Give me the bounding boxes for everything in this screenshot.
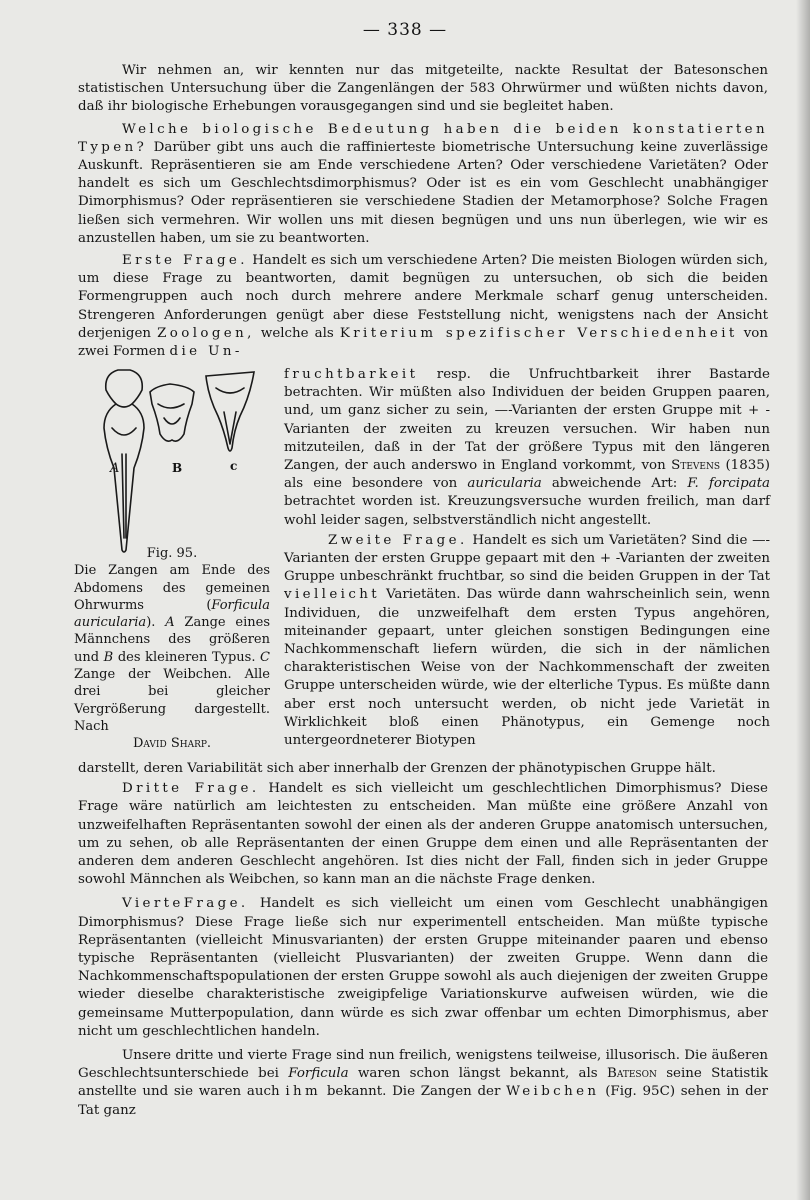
caption-letter: C <box>260 649 270 665</box>
paragraph-text: Varietäten. Das würde dann wahrscheinlich sein, wenn Individuen, die unzweifelhaft dem ersten Typus angehören, miteinander gepaart, unter gleichen sonstigen Bedingungen eine Nachkommenschaft liefern würden, die sich in der nämlichen charakteristischen Weise von der Nachkommenschaft der zweiten Gruppe unterscheiden würde, wie der elterliche Typus. Es müßte dann aber erst noch untersucht werden, ob nicht jede Varietät in Wirklichkeit bloß einen Phänotypus, ein Gemenge noch untergeordneterer Biotypen <box>284 587 770 749</box>
figure-95 <box>74 368 274 558</box>
species-name: auricularia <box>467 476 542 492</box>
heading-erste-frage: Erste Frage. <box>122 253 248 269</box>
paragraph-text: Handelt es sich um Varietäten? Sind die —-Varianten der ersten Gruppe gepaart mit den + -Varianten der zweiten Gruppe unbeschränkt fruchtbar, so sind die beiden Gruppen in der Tat <box>284 532 770 585</box>
figure-number: Fig. 95. <box>146 546 198 561</box>
paragraph-text: betrachtet worden ist. Kreuzungsversuche wurden freilich, man darf wohl leider sagen, selbstverständlich nicht angestellt. <box>284 494 770 528</box>
genus-name: Forficula <box>288 1066 349 1082</box>
spaced-heading: Welche biologische Bedeutung haben die beiden konstatierten Typen? <box>78 121 768 155</box>
figure-caption <box>74 545 270 753</box>
paragraph-text: Handelt es sich vielleicht um geschlechtlichen Dimorphismus? Diese Frage wäre natürlich am leichtesten zu entscheiden. Man müßte eine größere Anzahl von unzweifelhaften Repräsentanten sowohl der einen als der anderen Gruppe anatomisch untersuchen, um zu sehen, ob alle Repräsentanten der einen Gruppe dem einen und alle Repräsentanten der anderen dem anderen Geschlecht angehören. Ist dies nicht der Fall, finden sich in jeder Gruppe sowohl Männchen als Weibchen, so kann man an die nächste Frage denken. <box>78 781 768 888</box>
species-name: F. forcipata <box>687 476 771 492</box>
caption-letter: B <box>103 649 114 665</box>
paragraph-text: (Fig. 95C) sehen in der Tat ganz <box>78 1084 768 1118</box>
spaced-word: vielleicht <box>284 587 381 603</box>
spaced-word: Kriterium spezifischer Verschiedenheit <box>339 325 738 341</box>
forceps-illustration <box>74 368 274 558</box>
paragraph-text: Handelt es sich um verschiedene Arten? Die meisten Biologen würden sich, um diese Frage zu beantworten, damit begnügen zu untersuchen, ob sich die beiden Formengruppen auch noch durch mehrere andere Merkmale scharf genug unterscheiden. Strengeren Anforderungen genügt aber diese Feststellung nicht, wenigstens nach der Ansicht derjenigen <box>78 253 769 341</box>
heading-vierte-frage: VierteFrage. <box>122 896 249 912</box>
caption-part: Die Zangen am Ende des Abdomens des gemeinen Ohrwurms ( <box>74 563 270 613</box>
paragraph-text: abweichende Art: <box>551 476 678 492</box>
paragraph-question <box>78 121 768 248</box>
caption-species: Forficula auricularia <box>74 597 270 631</box>
caption-part: des kleineren Typus. <box>113 649 261 665</box>
heading-zweite-frage: Zweite Frage. <box>328 532 468 548</box>
caption-part: Zange eines Männchens des größeren und <box>74 615 270 665</box>
text-block-top <box>78 62 768 361</box>
paragraph-third-question <box>78 780 768 889</box>
paragraph-text: Darüber gibt uns auch die raffinierteste biometrische Untersuchung keine zuverlässige Auskunft. Repräsentieren sie am Ende verschiedene Arten? Oder verschiedene Varietäten? Oder handelt es sich um Geschlechtsdimorphismus? Oder ist es ein vom Geschlecht unabhängiger Dimorphismus? Oder repräsentieren sie verschiedene Stadien der Metamorphose? Solche Fragen ließen sich vermehren. Wir wollen uns mit diesen begnügen und uns nun überlegen, wie wir es anzustellen haben, um sie zu beantworten. <box>78 139 768 246</box>
spaced-word: ihm <box>285 1084 322 1100</box>
paragraph-intro: Wir nehmen an, wir kennten nur das mitgeteilte, nackte Resultat der Batesonschen statistischen Untersuchung über die Zangenlängen der 583 Ohrwürmer und wüßten nichts davon, daß ihr biologische Erhebungen vorausgegangen sind und sie begleitet haben. <box>78 63 768 115</box>
paragraph-text: bekannt. Die Zangen der <box>326 1084 501 1100</box>
forceps-b-outline <box>150 384 194 441</box>
text-block-wrapped <box>284 366 770 750</box>
paragraph-first-question-cont <box>284 366 770 530</box>
paragraph-text: von zwei Formen <box>78 325 768 360</box>
paragraph-fourth-question <box>78 895 768 1041</box>
figure-label-b: B <box>172 461 183 475</box>
figure-label-a: A <box>110 461 120 476</box>
spaced-word: Weibchen <box>506 1084 600 1100</box>
caption-part: Zange der Weibchen. Alle drei bei gleicher Vergrößerung dargestellt. Nach <box>74 667 270 734</box>
heading-dritte-frage: Dritte Frage. <box>122 781 260 797</box>
spaced-word: Zoologen, <box>157 325 255 341</box>
paragraph-second-question <box>284 532 770 750</box>
spaced-word: fruchtbarkeit <box>284 367 419 382</box>
figure-label-c: c <box>230 459 238 473</box>
paragraph-first-question <box>78 252 768 361</box>
paragraph-conclusion <box>78 1047 768 1120</box>
paragraph-text: seine Statistik anstellte und sie waren auch <box>78 1066 768 1100</box>
text-block-bottom <box>78 760 768 1120</box>
caption-text <box>74 562 270 735</box>
page-number: — 338 — <box>362 20 448 40</box>
paragraph-text: Unsere dritte und vierte Frage sind nun freilich, wenigstens teilweise, illusorisch. Die äußeren Geschlechtsunterschiede bei <box>78 1048 768 1082</box>
caption-part: ). <box>146 615 166 631</box>
forceps-c-outline <box>206 372 254 451</box>
caption-letter: A <box>165 615 175 631</box>
paragraph-text: resp. die Unfruchtbarkeit ihrer Bastarde betrachten. Wir müßten also Individuen der beiden Gruppen paaren, und, um ganz sicher zu sein, —-Varianten der ersten Gruppe mit + -Varianten der zweiten zu kreuzen versuchen. Wir haben nun mitzuteilen, daß in der Tat der größere Typus mit den längeren Zangen, der auch anderswo in England vorkommt, von <box>284 367 770 474</box>
paragraph-text: welche als <box>260 325 334 341</box>
paragraph-text: (1835) als eine besondere von <box>284 458 770 492</box>
author-name: Stevens <box>671 458 721 474</box>
paragraph-second-question-end: darstellt, deren Variabilität sich aber innerhalb der Grenzen der phänotypischen Gruppe hält. <box>78 761 716 776</box>
spaced-word: die Un- <box>169 344 243 360</box>
paragraph-text: waren schon längst bekannt, als <box>357 1066 598 1082</box>
scan-edge-shadow <box>796 0 810 1200</box>
paragraph-text: Handelt es sich vielleicht um einen vom Geschlecht unabhängigen Dimorphismus? Diese Frage ließe sich nur experimentell entscheiden. Man müßte typische Repräsentanten (vielleicht Minusvarianten) der ersten Gruppe miteinander paaren und ebenso typische Repräsentanten (vielleicht Plusvarianten) der zweiten Gruppe. Wenn dann die Nachkommenschaftspopulationen der ersten Gruppe sowohl als auch diejenigen der zweiten Gruppe wieder dieselbe charakteristische zweigipfelige Variationskurve aufweisen würden, wie die gemeinsame Mutterpopulation, dann würde es sich zwar offenbar um echten Dimorphismus, aber nicht um geschlechtlichen handeln. <box>78 896 768 1039</box>
caption-author: David Sharp. <box>132 736 212 752</box>
author-name: Bateson <box>607 1066 657 1082</box>
